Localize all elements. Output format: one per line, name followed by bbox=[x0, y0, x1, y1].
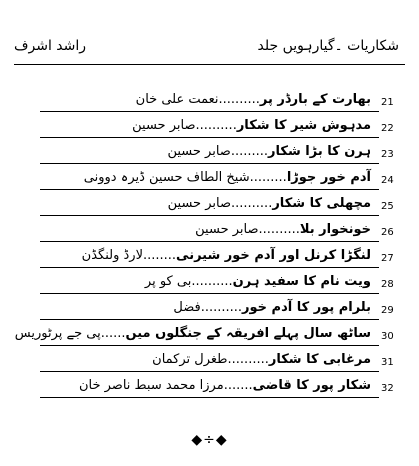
book-title: شکاریات ۔گیارہویں جلد bbox=[257, 38, 399, 54]
toc-author: صابر حسین bbox=[167, 196, 231, 211]
toc-entry: ویت نام کا سفید ہرن..........بی کو پر bbox=[144, 274, 371, 289]
toc-title: بلرام پور کا آدم خور bbox=[242, 300, 371, 315]
toc-entry: بھارت کے بارڈر پر..........نعمت علی خان bbox=[135, 92, 371, 107]
toc-title: لنگڑا کرنل اور آدم خور شیرنی bbox=[176, 248, 371, 263]
toc-row bbox=[40, 168, 394, 194]
toc-number: 25 bbox=[381, 201, 394, 212]
toc-entry: مرغابی کا شکار..........طغرل ترکمان bbox=[152, 352, 371, 367]
toc-number: 32 bbox=[381, 383, 394, 394]
toc-row bbox=[14, 324, 394, 350]
toc-title: مچھلی کا شکار bbox=[272, 196, 371, 211]
toc-row bbox=[40, 272, 394, 298]
toc-title: ویت نام کا سفید ہرن bbox=[232, 274, 371, 289]
toc-number: 27 bbox=[381, 253, 394, 264]
toc-title: آدم خور جوڑا bbox=[286, 170, 371, 185]
toc-author: پی جے پرٹوریس bbox=[14, 326, 101, 341]
table-of-contents bbox=[14, 90, 394, 402]
toc-title: مدہوش شیر کا شکار bbox=[236, 118, 371, 133]
toc-number: 28 bbox=[381, 279, 394, 290]
toc-row bbox=[40, 246, 394, 272]
toc-underline bbox=[40, 163, 379, 164]
toc-row bbox=[40, 350, 394, 376]
toc-author: بی کو پر bbox=[144, 274, 192, 289]
toc-underline bbox=[40, 137, 379, 138]
toc-author: فضل bbox=[173, 300, 201, 315]
toc-author: مرزا محمد سبط ناصر خان bbox=[78, 378, 224, 393]
toc-row bbox=[40, 194, 394, 220]
footer-ornament: ◆÷◆ bbox=[191, 432, 228, 448]
toc-entry: آدم خور جوڑا.........شیخ الطاف حسین ڈیرہ دوونی bbox=[83, 170, 371, 185]
toc-row bbox=[40, 90, 394, 116]
toc-author: نعمت علی خان bbox=[135, 92, 219, 107]
toc-underline bbox=[40, 371, 379, 372]
toc-author: طغرل ترکمان bbox=[152, 352, 228, 367]
toc-entry: شکار پور کا قاضی.......مرزا محمد سبط ناصر خان bbox=[78, 378, 371, 393]
toc-row bbox=[40, 142, 394, 168]
toc-title: خونخوار بلا bbox=[299, 222, 371, 237]
toc-entry: بلرام پور کا آدم خور..........فضل bbox=[173, 300, 371, 315]
toc-title: بھارت کے بارڈر پر bbox=[259, 92, 371, 107]
toc-entry: ساٹھ سال پہلے افریقہ کے جنگلوں میں......پی جے پرٹوریس bbox=[14, 326, 371, 341]
toc-entry: ہرن کا بڑا شکار.........صابر حسین bbox=[167, 144, 371, 159]
toc-row bbox=[40, 298, 394, 324]
toc-number: 29 bbox=[381, 305, 394, 316]
toc-underline bbox=[40, 241, 379, 242]
toc-underline bbox=[40, 267, 379, 268]
toc-entry: لنگڑا کرنل اور آدم خور شیرنی........لارڈ ولنگڈن bbox=[81, 248, 371, 263]
toc-underline bbox=[40, 397, 379, 398]
toc-underline bbox=[40, 111, 379, 112]
toc-number: 24 bbox=[381, 175, 394, 186]
toc-number: 22 bbox=[381, 123, 394, 134]
toc-author: شیخ الطاف حسین ڈیرہ دوونی bbox=[83, 170, 250, 185]
toc-author: صابر حسین bbox=[167, 144, 231, 159]
toc-author: صابر حسین bbox=[132, 118, 196, 133]
toc-title: ساٹھ سال پہلے افریقہ کے جنگلوں میں bbox=[125, 326, 371, 341]
toc-author: صابر حسین bbox=[195, 222, 259, 237]
toc-number: 30 bbox=[381, 331, 394, 342]
toc-entry: مچھلی کا شکار..........صابر حسین bbox=[167, 196, 371, 211]
toc-entry: مدہوش شیر کا شکار..........صابر حسین bbox=[132, 118, 371, 133]
author-name: راشد اشرف bbox=[14, 38, 87, 54]
toc-title: شکار پور کا قاضی bbox=[252, 378, 371, 393]
toc-underline bbox=[40, 293, 379, 294]
toc-underline bbox=[40, 215, 379, 216]
toc-underline bbox=[40, 319, 379, 320]
toc-author: لارڈ ولنگڈن bbox=[81, 248, 143, 263]
toc-number: 21 bbox=[381, 97, 394, 108]
page-header bbox=[14, 34, 405, 65]
toc-underline bbox=[40, 345, 379, 346]
toc-number: 26 bbox=[381, 227, 394, 238]
toc-entry: خونخوار بلا..........صابر حسین bbox=[195, 222, 371, 237]
toc-underline bbox=[40, 189, 379, 190]
toc-row bbox=[40, 116, 394, 142]
toc-row bbox=[40, 376, 394, 402]
toc-title: ہرن کا بڑا شکار bbox=[268, 144, 371, 159]
toc-title: مرغابی کا شکار bbox=[268, 352, 371, 367]
toc-number: 31 bbox=[381, 357, 394, 368]
toc-row bbox=[40, 220, 394, 246]
toc-number: 23 bbox=[381, 149, 394, 160]
